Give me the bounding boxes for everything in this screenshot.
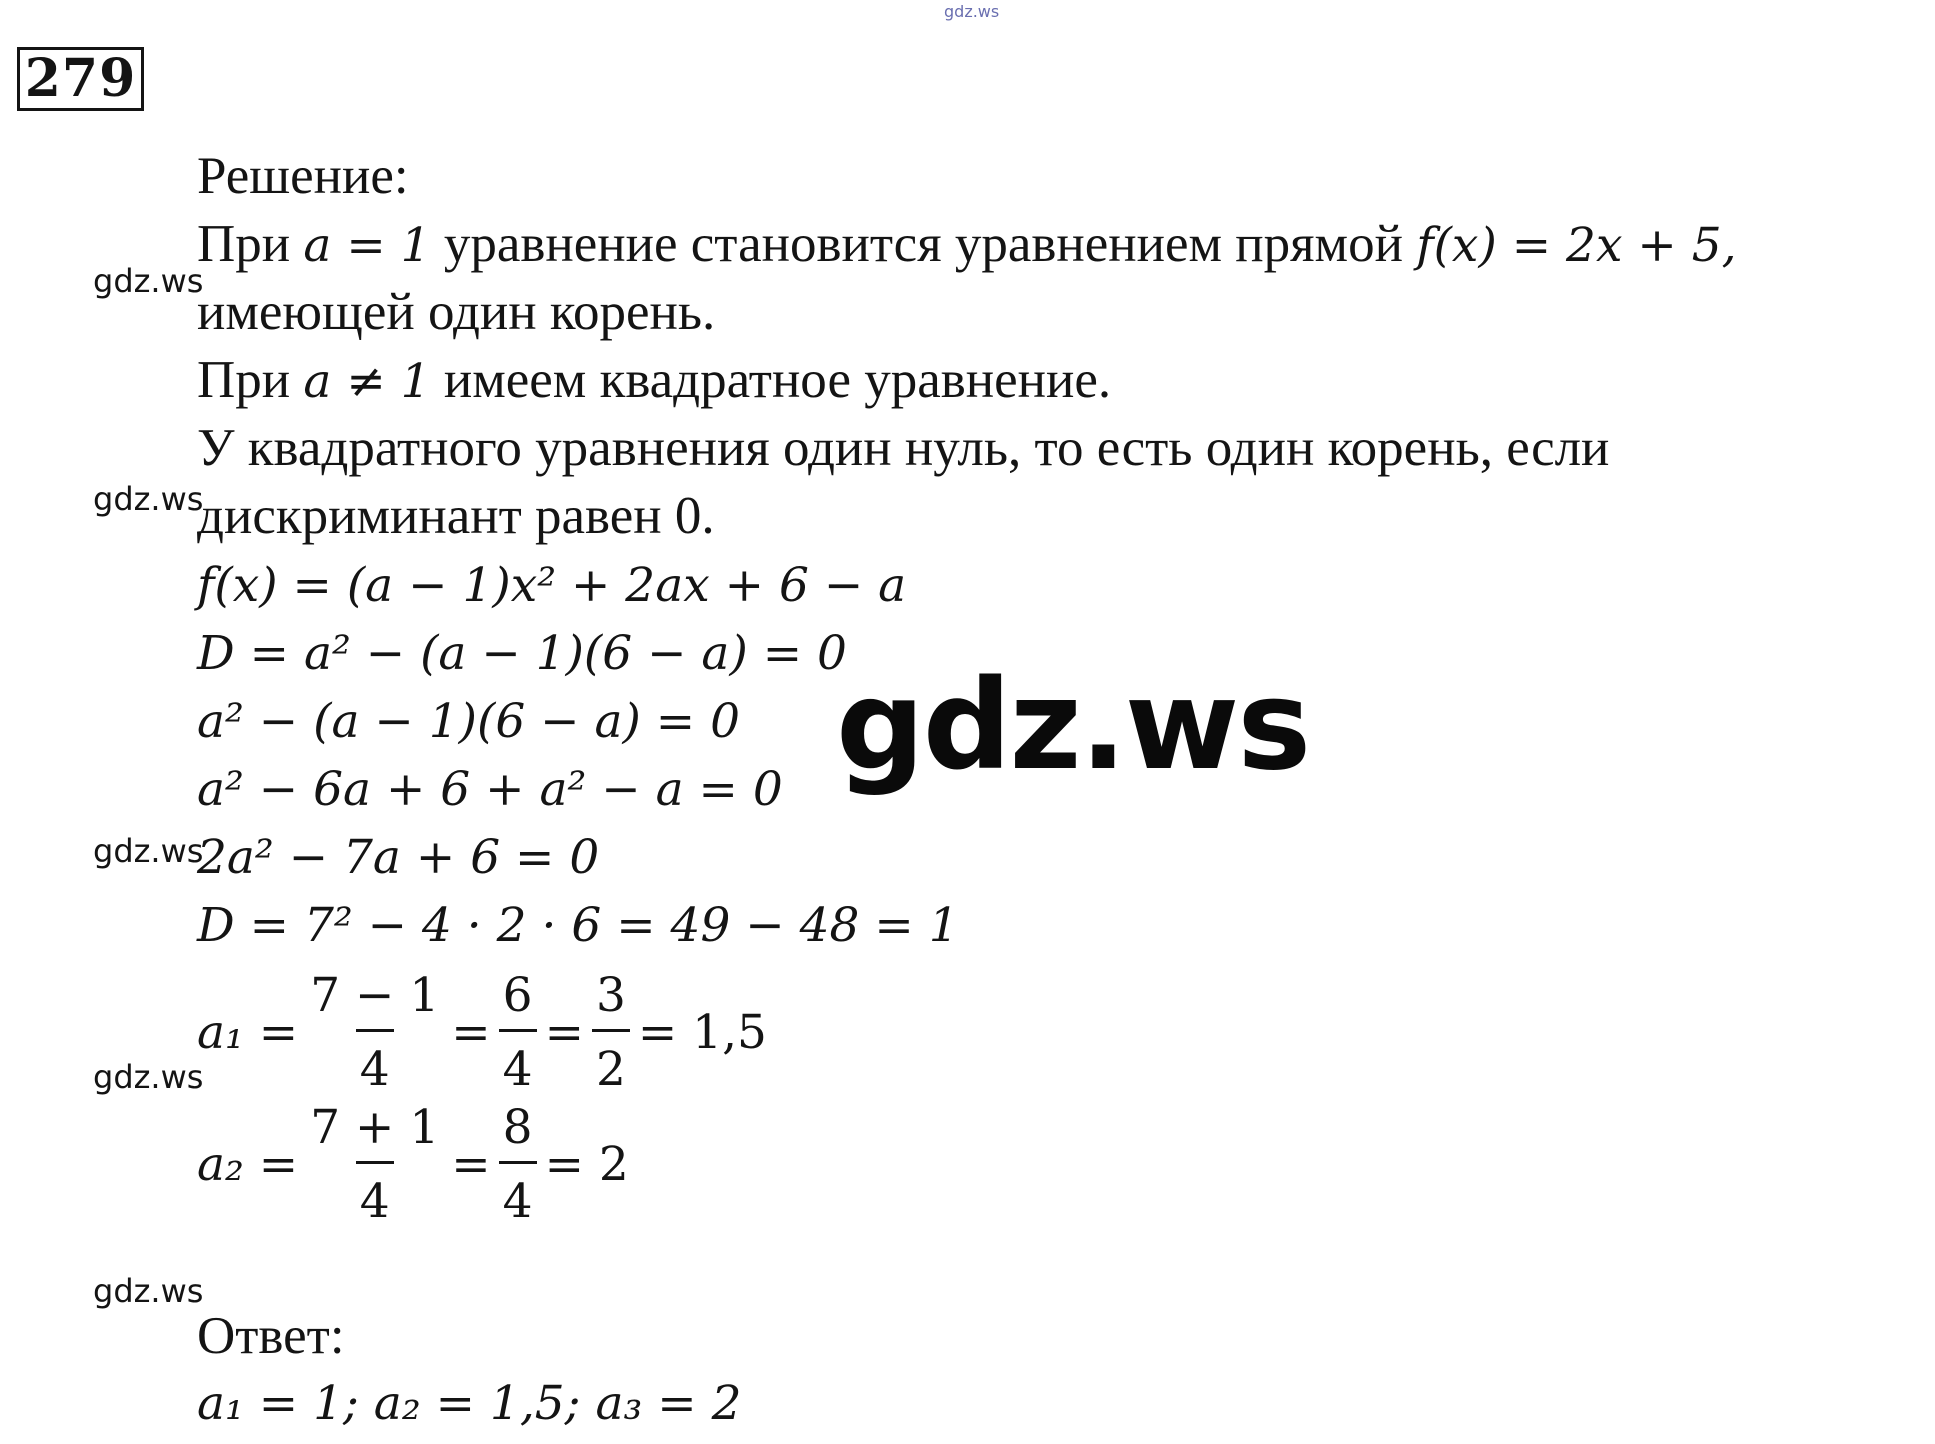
- equation-text: D = a² − (a − 1)(6 − a) = 0: [197, 626, 847, 681]
- equation-text: f(x) = (a − 1)x² + 2ax + 6 − a: [197, 558, 907, 613]
- equation-text: D = 7² − 4 · 2 · 6 = 49 − 48 = 1: [197, 898, 959, 953]
- root-a1: [197, 968, 767, 1097]
- text-fragment: При: [197, 215, 304, 273]
- text-fragment: При: [197, 351, 304, 409]
- fraction-numerator: 7 + 1: [310, 1100, 440, 1155]
- solution-heading: Решение:: [197, 147, 409, 205]
- fraction: [499, 968, 537, 1097]
- equation-text: a² − 6a + 6 + a² − a = 0: [197, 762, 783, 817]
- fraction: [499, 1100, 537, 1229]
- root-result: = 1,5: [637, 1005, 767, 1060]
- watermark-margin: gdz.ws: [93, 262, 204, 300]
- math-inline: [303, 354, 430, 409]
- answer-values: [197, 1374, 741, 1434]
- math-a-neq-1: a ≠ 1: [303, 354, 431, 409]
- solution-line-4: У квадратного уравнения один нуль, то есть один корень, если: [197, 419, 1610, 477]
- watermark-margin: gdz.ws: [93, 480, 204, 518]
- solution-line-2: имеющей один корень.: [197, 283, 716, 341]
- watermark-center: gdz.ws: [836, 654, 1310, 798]
- solution-line-1: [197, 214, 1737, 276]
- fraction-denominator: 4: [499, 1161, 537, 1225]
- problem-number: 279: [17, 47, 144, 111]
- equals-sign: =: [544, 1005, 584, 1060]
- root-result: = 2: [544, 1137, 629, 1192]
- fraction-denominator: 2: [592, 1029, 630, 1093]
- fraction: [306, 1100, 443, 1229]
- equals-sign: =: [451, 1137, 491, 1192]
- equation-step-1: [197, 692, 740, 752]
- fraction-numerator: 8: [502, 1100, 533, 1155]
- equation-step-2: [197, 760, 783, 820]
- root-lhs: a₁ =: [197, 1005, 299, 1060]
- fraction-numerator: 6: [502, 968, 533, 1023]
- text-fragment: имеем квадратное уравнение.: [430, 351, 1112, 409]
- answer-text: a₁ = 1; a₂ = 1,5; a₃ = 2: [197, 1376, 742, 1431]
- equation-discriminant-value: [197, 896, 959, 956]
- solution-line-3: [197, 350, 1111, 412]
- text-fragment: уравнение становится уравнением прямой: [430, 215, 1417, 273]
- math-inline: [303, 218, 430, 273]
- math-a-eq-1: a = 1: [303, 218, 431, 273]
- math-line-function: f(x) = 2x + 5,: [1416, 218, 1737, 273]
- fraction-denominator: 4: [356, 1161, 394, 1225]
- fraction: [592, 968, 630, 1097]
- fraction-denominator: 4: [356, 1029, 394, 1093]
- solution-line-5: дискриминант равен 0.: [197, 487, 715, 545]
- watermark-top: gdz.ws: [944, 2, 1000, 21]
- watermark-margin: gdz.ws: [93, 832, 204, 870]
- root-a2: [197, 1100, 629, 1229]
- watermark-margin: gdz.ws: [93, 1058, 204, 1096]
- equation-text: a² − (a − 1)(6 − a) = 0: [197, 694, 741, 749]
- answer-heading: Ответ:: [197, 1307, 345, 1365]
- equals-sign: =: [451, 1005, 491, 1060]
- root-lhs: a₂ =: [197, 1137, 299, 1192]
- fraction-numerator: 7 − 1: [310, 968, 440, 1023]
- equation-quadratic: [197, 828, 599, 888]
- math-inline: [1416, 218, 1736, 273]
- equation-text: 2a² − 7a + 6 = 0: [197, 830, 600, 885]
- equation-discriminant: [197, 624, 847, 684]
- fraction: [306, 968, 443, 1097]
- fraction-denominator: 4: [499, 1029, 537, 1093]
- watermark-margin: gdz.ws: [93, 1272, 204, 1310]
- equation-function: [197, 556, 906, 616]
- fraction-numerator: 3: [595, 968, 626, 1023]
